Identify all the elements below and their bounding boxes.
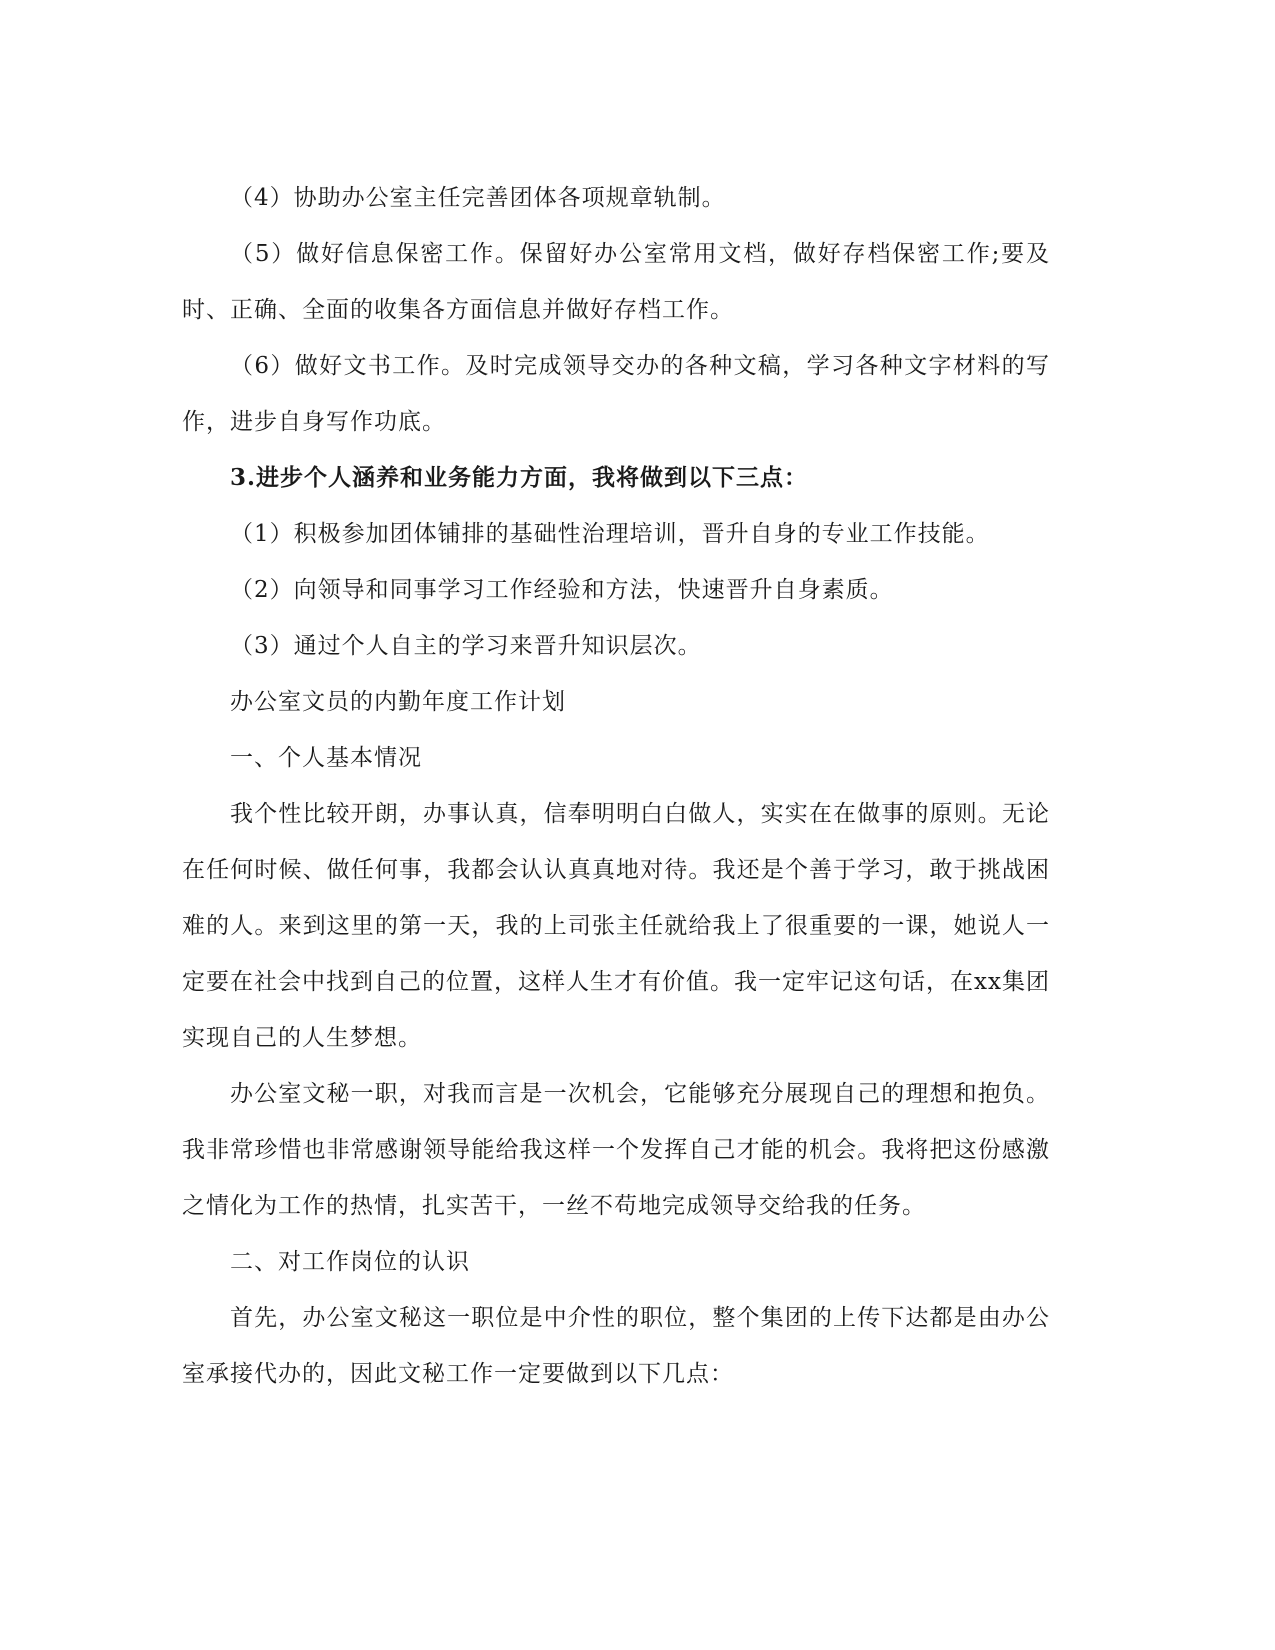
list-item-training: （1）积极参加团体铺排的基础性治理培训，晋升自身的专业工作技能。 [230,521,990,547]
list-item-learn-colleagues: （2）向领导和同事学习工作经验和方法，快速晋升自身素质。 [230,577,894,603]
paragraph-documents: （6）做好文书工作。及时完成领导交办的各种文稿，学习各种文字材料的写作，进步自身写作功底。 [182,353,1050,435]
paragraph-confidentiality: （5）做好信息保密工作。保留好办公室常用文档，做好存档保密工作;要及时、正确、全面的收集各方面信息并做好存档工作。 [182,241,1050,323]
paragraph-role-description: 首先，办公室文秘这一职位是中介性的职位，整个集团的上传下达都是由办公室承接代办的，因此文秘工作一定要做到以下几点： [182,1305,1050,1387]
document-body [182,170,1050,1402]
list-item-self-study: （3）通过个人自主的学习来晋升知识层次。 [230,633,702,659]
document-title: 办公室文员的内勤年度工作计划 [230,689,566,715]
list-item-regulations: （4）协助办公室主任完善团体各项规章轨制。 [230,185,726,211]
paragraph-opportunity: 办公室文秘一职，对我而言是一次机会，它能够充分展现自己的理想和抱负。我非常珍惜也非常感谢领导能给我这样一个发挥自己才能的机会。我将把这份感激之情化为工作的热情，扎实苦干，一丝不苟地完成领导交给我的任务。 [182,1081,1050,1219]
paragraph-personality: 我个性比较开朗，办事认真，信奉明明白白做人，实实在在做事的原则。无论在任何时候、做任何事，我都会认认真真地对待。我还是个善于学习，敢于挑战困难的人。来到这里的第一天，我的上司张主任就给我上了很重要的一课，她说人一定要在社会中找到自己的位置，这样人生才有价值。我一定牢记这句话，在xx集团实现自己的人生梦想。 [182,801,1050,1051]
section-heading-job-understanding: 二、对工作岗位的认识 [230,1249,470,1275]
section-heading-personal-growth: 3.进步个人涵养和业务能力方面，我将做到以下三点： [230,464,809,491]
section-heading-basic-info: 一、个人基本情况 [230,745,422,771]
